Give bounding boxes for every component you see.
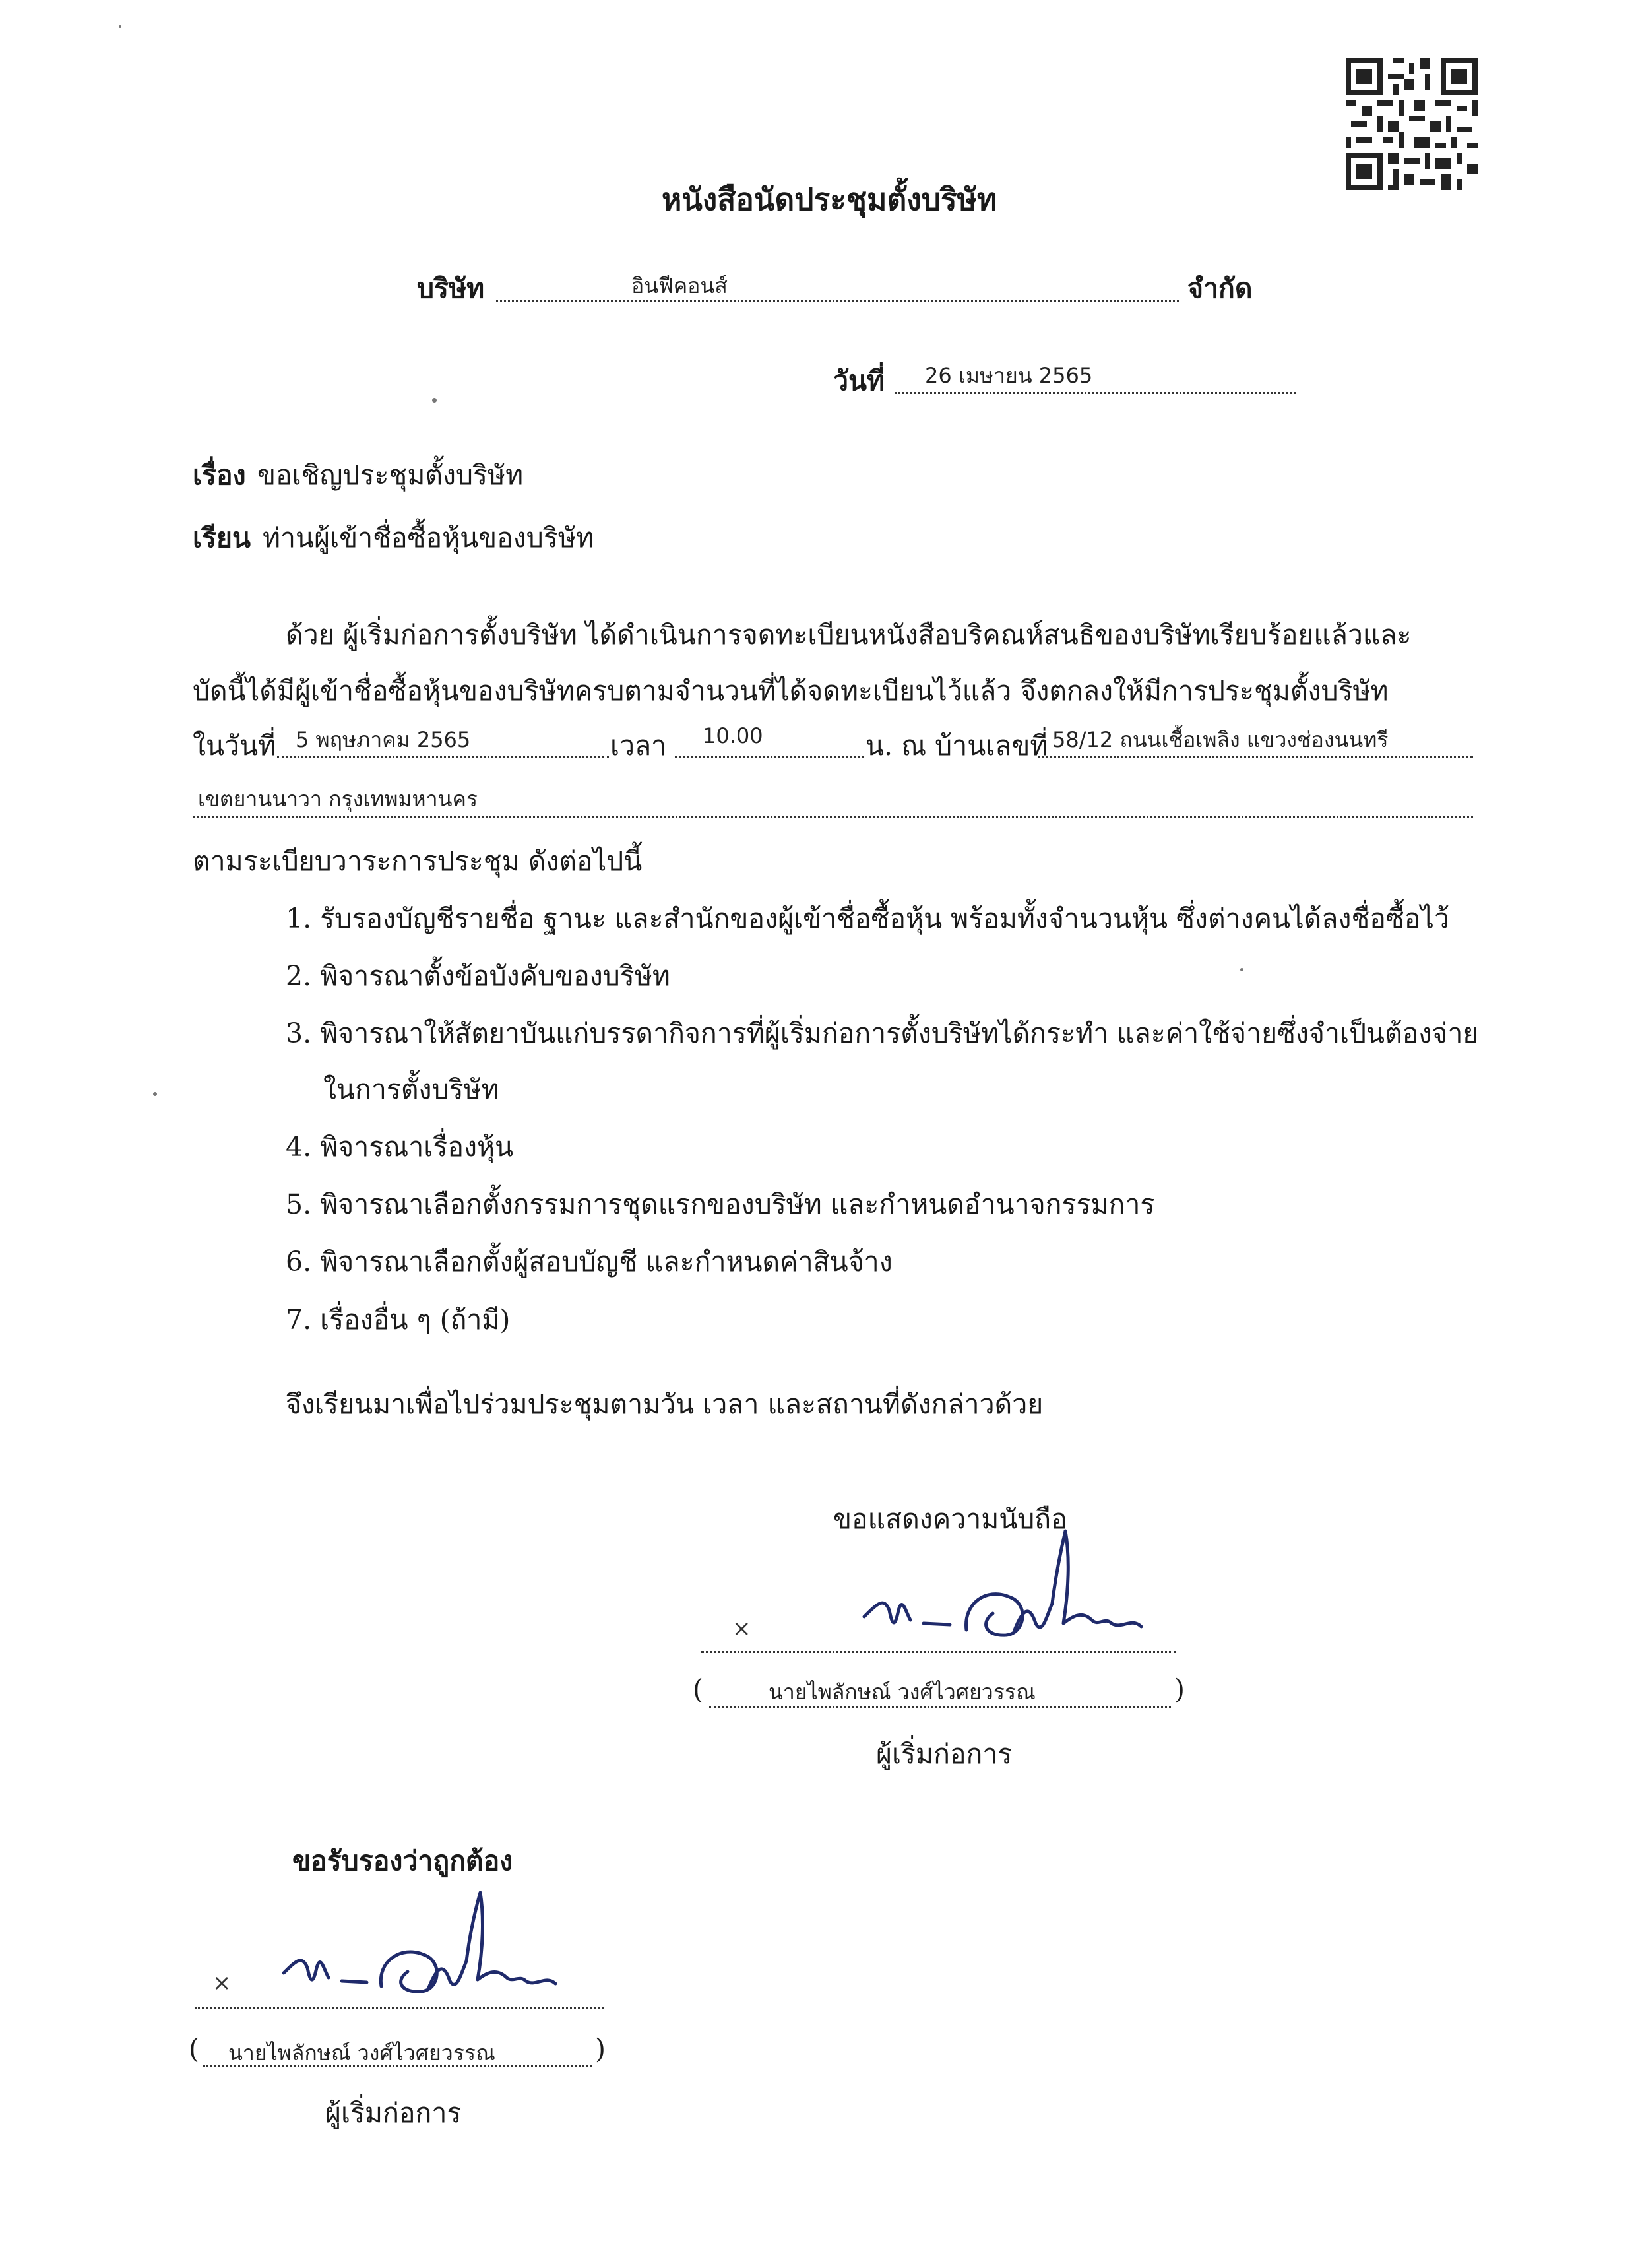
meeting-day-value: 5 พฤษภาคม 2565 [296, 727, 471, 752]
scan-speck [119, 25, 121, 28]
company-suffix: จำกัด [1187, 273, 1253, 304]
close-paren: ) [595, 2033, 606, 2065]
paragraph-line-2: บัดนี้ได้มีผู้เข้าชื่อซื้อหุ้นของบริษัทครบตามจำนวนที่ได้จดทะเบียนไว้แล้ว จึงตกลงให้มีการประชุมตั้งบริษัท [193, 675, 1389, 707]
to-label: เรียน [193, 522, 251, 554]
agenda-item: 5. พิจารณาเลือกตั้งกรรมการชุดแรกของบริษัท และกำหนดอำนาจกรรมการ [286, 1188, 1155, 1220]
time-value: 10.00 [703, 723, 763, 748]
place-field-2 [193, 787, 1473, 818]
certify-signature-image [270, 1887, 574, 2006]
subject-label: เรื่อง [193, 459, 246, 491]
certify-name-field [203, 2040, 592, 2067]
place-value-2: เขตยานนาวา กรุงเทพมหานคร [198, 787, 478, 812]
open-paren: ( [189, 2033, 199, 2065]
company-prefix: บริษัท [417, 273, 485, 304]
agenda-item: 7. เรื่องอื่น ๆ (ถ้ามี) [286, 1304, 511, 1336]
scan-speck [1240, 968, 1243, 971]
to-text: ท่านผู้เข้าชื่อซื้อหุ้นของบริษัท [263, 522, 594, 554]
certify-role: ผู้เริ่มก่อการ [325, 2097, 462, 2129]
x-mark: × [732, 1615, 751, 1642]
agenda-item-continued: ในการตั้งบริษัท [323, 1074, 499, 1105]
subject-text: ขอเชิญประชุมตั้งบริษัท [257, 459, 524, 491]
place-field [1038, 727, 1473, 758]
signer-name: นายไพลักษณ์ วงศ์ไวศยวรรณ [769, 1679, 1036, 1704]
agenda-item: 3. พิจารณาให้สัตยาบันแก่บรรดากิจการที่ผู้เริ่มก่อการตั้งบริษัทได้กระทำ และค่าใช้จ่ายซึ่งจำเป็นต้องจ่าย [286, 1018, 1479, 1049]
signer-role: ผู้เริ่มก่อการ [876, 1738, 1013, 1770]
document-title: หนังสือนัดประชุมตั้งบริษัท [662, 181, 997, 217]
time-label: เวลา [610, 730, 667, 761]
agenda-intro: ตามระเบียบวาระการประชุม ดังต่อไปนี้ [193, 845, 643, 877]
scan-speck [432, 398, 437, 403]
certify-name: นายไพลักษณ์ วงศ์ไวศยวรรณ [228, 2040, 495, 2065]
place-label: น. ณ บ้านเลขที่ [865, 730, 1048, 761]
meeting-day-label: ในวันที่ [193, 730, 276, 761]
date-value: 26 เมษายน 2565 [925, 363, 1093, 388]
date-label: วันที่ [833, 365, 885, 397]
agenda-item: 2. พิจารณาตั้งข้อบังคับของบริษัท [286, 960, 670, 992]
date-field [895, 363, 1296, 394]
company-name-field [496, 273, 1179, 302]
agenda-item: 4. พิจารณาเรื่องหุ้น [286, 1131, 514, 1163]
closing-sentence: จึงเรียนมาเพื่อไปร่วมประชุมตามวัน เวลา และสถานที่ดังกล่าวด้วย [286, 1388, 1044, 1420]
qr-code-icon [1346, 58, 1478, 190]
close-paren: ) [1174, 1673, 1185, 1705]
meeting-day-field [277, 727, 609, 758]
company-name: อินฟีคอนส์ [631, 273, 728, 298]
agenda-item: 1. รับรองบัญชีรายชื่อ ฐานะ และสำนักของผู้เข้าชื่อซื้อหุ้น พร้อมทั้งจำนวนหุ้น ซึ่งต่างคนได้ลงชื่อซื้อไว้ [286, 903, 1450, 934]
signer-name-field [709, 1679, 1171, 1708]
certify-label: ขอรับรองว่าถูกต้อง [292, 1845, 513, 1877]
regards: ขอแสดงความนับถือ [833, 1503, 1067, 1535]
signature-image [851, 1524, 1154, 1656]
time-field [675, 723, 864, 758]
scan-speck [153, 1092, 157, 1096]
agenda-item: 6. พิจารณาเลือกตั้งผู้สอบบัญชี และกำหนดค่าสินจ้าง [286, 1246, 893, 1278]
paragraph-line-1: ด้วย ผู้เริ่มก่อการตั้งบริษัท ได้ดำเนินการจดทะเบียนหนังสือบริคณห์สนธิของบริษัทเรียบร้อยแล้วและ [286, 619, 1412, 651]
x-mark: × [212, 1970, 232, 1996]
open-paren: ( [693, 1673, 703, 1705]
place-value: 58/12 ถนนเชื้อเพลิง แขวงช่องนนทรี [1052, 727, 1389, 752]
